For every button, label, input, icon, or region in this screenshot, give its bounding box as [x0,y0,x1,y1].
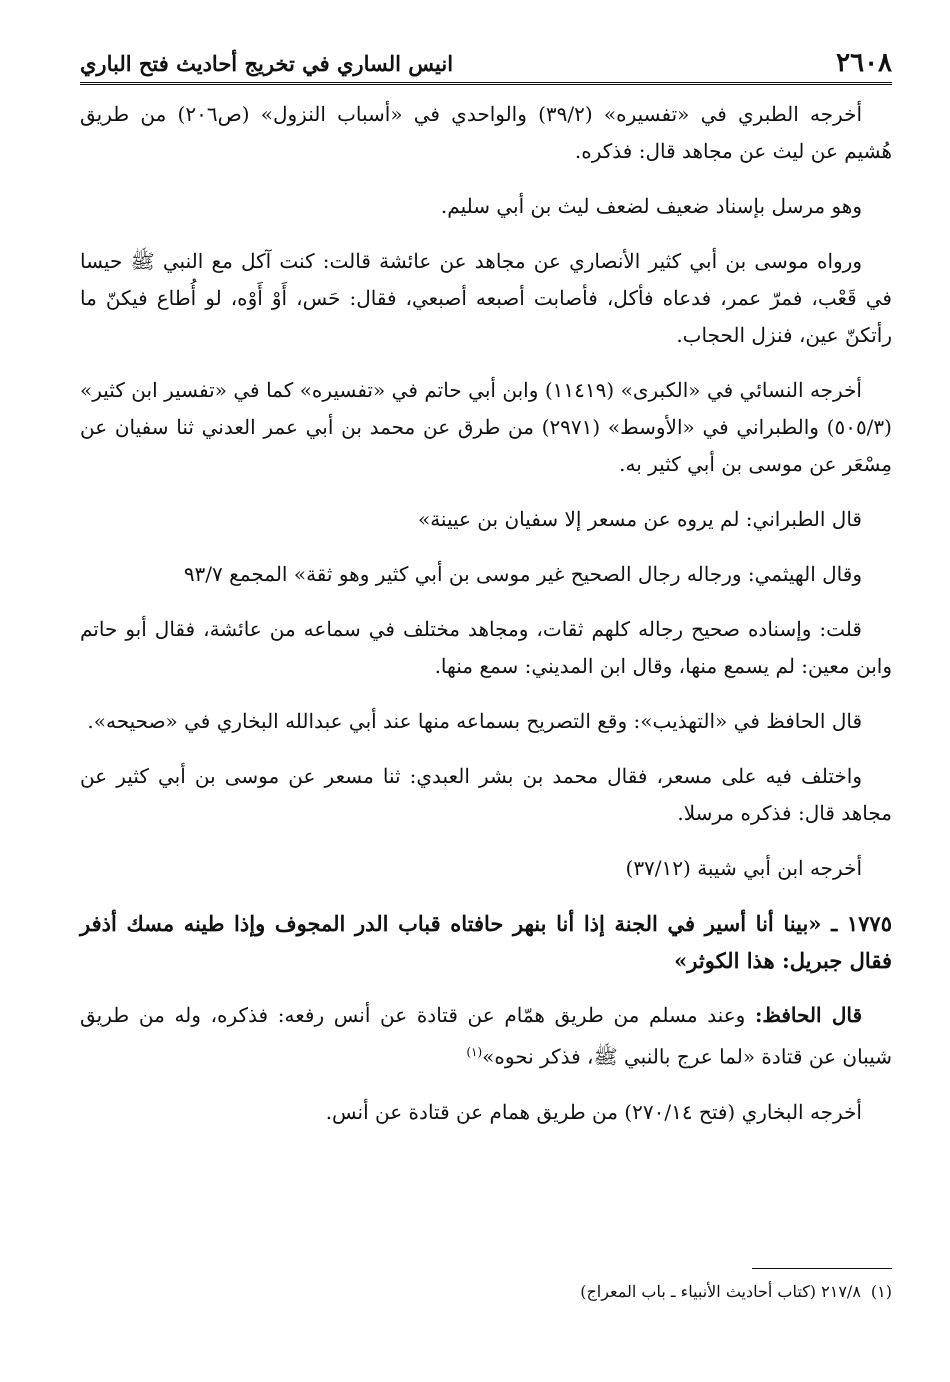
hafiz-text: وعند مسلم من طريق همّام عن قتادة عن أنس رفعه: فذكره، وله من طريق شيبان عن قتادة «لما عرج بالنبي ﷺ، فذكر نحوه» [80,1003,892,1069]
paragraph-qultu: قلت: وإسناده صحيح رجاله كلهم ثقات، ومجاهد مختلف في سماعه من عائشة، فقال أبو حاتم وابن معين: لم يسمع منها، وقال ابن المديني: سمع منها. [80,617,892,678]
footnote-mark: (١) [870,1282,892,1301]
hadith-number: ١٧٧٥ [846,911,892,936]
paragraph-tabari: أخرجه الطبري في «تفسيره» (٣٩/٢) والواحدي في «أسباب النزول» (ص٢٠٦) من طريق هُشيم عن ليث عن مجاهد قال: فذكره. [80,102,892,163]
paragraph-nasai: أخرجه النسائي في «الكبرى» (١١٤١٩) وابن أبي حاتم في «تفسيره» كما في «تفسير ابن كثير» (٥٠٥/٣) والطبراني في «الأوسط» (٢٩٧١) من طرق عن محمد بن أبي عمر العدني ثنا سفيان عن مِسْعَر عن موسى بن أبي كثير به. [80,378,892,476]
paragraph-ibn-abi-shayba: أخرجه ابن أبي شيبة (٣٧/١٢) [625,856,862,880]
hadith-entry [80,905,892,979]
paragraph-bukhari: أخرجه البخاري (فتح ٢٧٠/١٤) من طريق همام عن قتادة عن أنس. [325,1099,862,1124]
footnote-divider [752,1268,892,1269]
footnote-text: ٢١٧/٨ (كتاب أحاديث الأنبياء ـ باب المعراج) [580,1282,861,1301]
paragraph-mursal: وهو مرسل بإسناد ضعيف لضعف ليث بن أبي سليم. [440,194,862,218]
hadith-dash: ـ [831,911,838,936]
hafiz-lead: قال الحافظ: [754,1003,863,1027]
paragraph-aisha-narration: ورواه موسى بن أبي كثير الأنصاري عن مجاهد عن عائشة قالت: كنت آكل مع النبي ﷺ حيسا في قَعْب، فمرّ عمر، فدعاه فأكل، فأصابت أصبعه أصبعي، فقال: حَس، أَوْ أَوْه، لو أُطاع فيكنّ ما رأتكنّ عين، فنزل الحجاب. [80,249,892,347]
hafiz-paragraph [80,997,892,1076]
page-number: ٢٦٠٨ [836,48,892,78]
page-header [80,40,892,85]
footnotes [80,1268,892,1305]
paragraph-ikhtalafa: واختلف فيه على مسعر، فقال محمد بن بشر العبدي: ثنا مسعر عن موسى بن أبي كثير عن مجاهد قال: فذكره مرسلا. [80,764,892,825]
hadith-text: «بينا أنا أسير في الجنة إذا أنا بنهر حافتاه قباب الدر المجوف وإذا طينه مسك أذفر فقال جبريل: هذا الكوثر» [80,911,892,973]
page-body [80,96,892,1149]
paragraph-haythami: وقال الهيثمي: ورجاله رجال الصحيح غير موسى بن أبي كثير وهو ثقة» المجمع ٩٣/٧ [183,562,862,586]
footnote-item [80,1279,892,1305]
paragraph-tabarani: قال الطبراني: لم يروه عن مسعر إلا سفيان بن عيينة» [417,507,862,531]
footnote-reference: (١) [466,1045,483,1059]
paragraph-tahdhib: قال الحافظ في «التهذيب»: وقع التصريح بسماعه منها عند أبي عبدالله البخاري في «صحيحه». [87,709,862,733]
book-title: انيس الساري في تخريج أحاديث فتح الباري [80,51,454,76]
